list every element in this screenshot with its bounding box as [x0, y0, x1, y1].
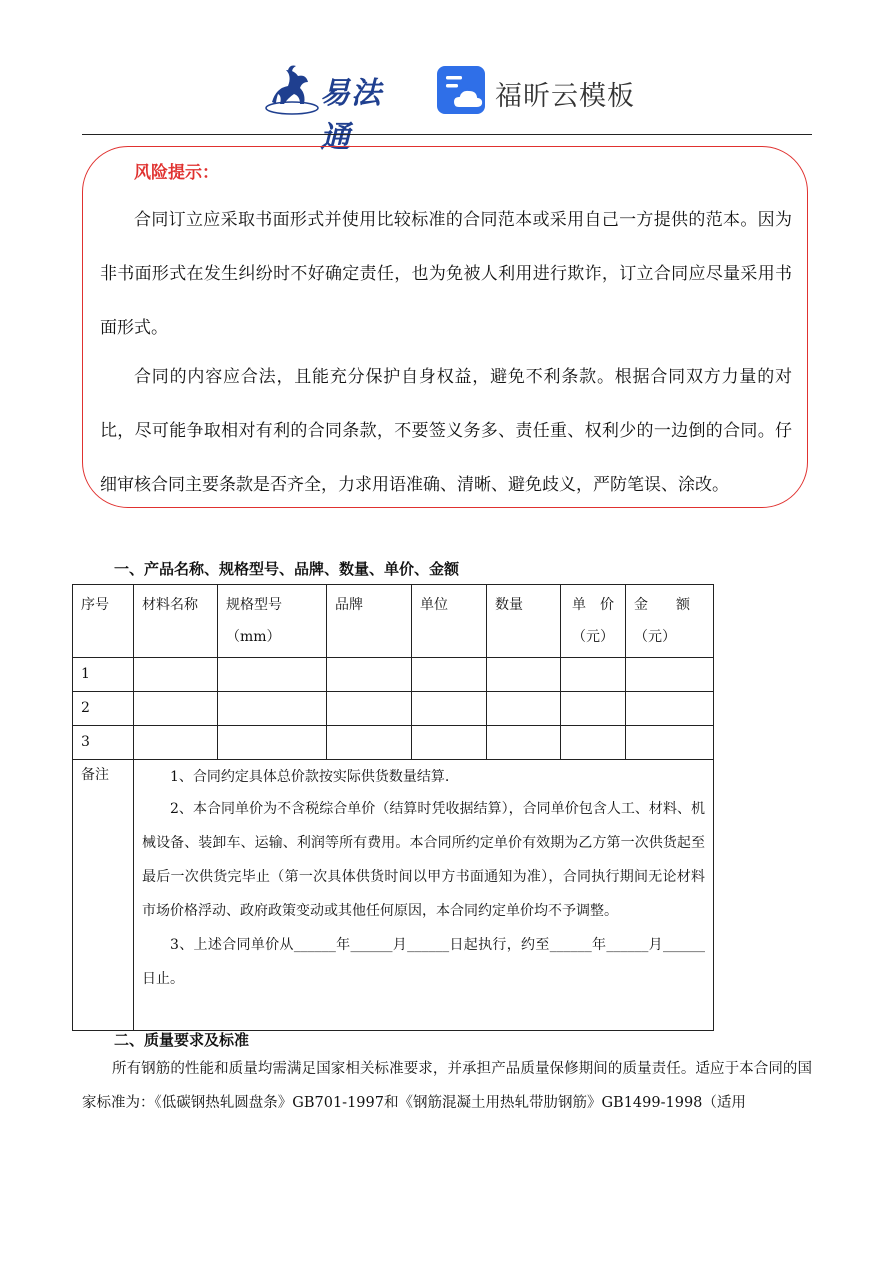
- cell: [412, 692, 487, 726]
- cell: [487, 726, 561, 760]
- note-3: 3、上述合同单价从______年______月______日起执行，约至______年______月______日止。: [142, 937, 705, 987]
- logo2-text: 福昕云模板: [495, 81, 635, 112]
- note-2: 2、本合同单价为不含税综合单价（结算时凭收据结算），合同单价包含人工、材料、机械设备、装卸车、运输、利润等所有费用。本合同所约定单价有效期为乙方第一次供货起至最后一次供货完毕止（第一次具体供货时间以甲方书面通知为准），合同执行期间无论材料市场价格浮动、政府政策变动或其他任何原因，本合同约定单价均不予调整。: [142, 801, 705, 919]
- header-brand: 品牌: [327, 585, 412, 658]
- header-price: [561, 585, 626, 658]
- cell: [134, 692, 218, 726]
- cell: [626, 726, 714, 760]
- cell: [561, 726, 626, 760]
- header-spec-unit: （mm）: [226, 629, 281, 645]
- yifatong-logo: [262, 62, 412, 155]
- header-amount-label: 金 额: [634, 597, 690, 613]
- note-label: 备注: [73, 760, 134, 1031]
- note-content: [134, 760, 714, 1031]
- row-seq: 1: [73, 658, 134, 692]
- section1-title: 一、产品名称、规格型号、品牌、数量、单价、金额: [114, 560, 460, 578]
- row-seq: 2: [73, 692, 134, 726]
- cell: [134, 726, 218, 760]
- header-price-unit: （元）: [572, 629, 614, 645]
- table-note-row: [73, 760, 714, 1031]
- header-qty: 数量: [487, 585, 561, 658]
- cloud-document-icon: [437, 64, 489, 116]
- section2-body: 所有钢筋的性能和质量均需满足国家相关标准要求，并承担产品质量保修期间的质量责任。适应于本合同的国家标准为：《低碳钢热轧圆盘条》GB701-1997和《钢筋混凝土用热轧带肋钢筋》GB1499-1998（适用: [82, 1061, 812, 1111]
- horse-emblem-icon: [262, 62, 320, 118]
- cell: [327, 726, 412, 760]
- risk-paragraph-1: 合同订立应采取书面形式并使用比较标准的合同范本或采用自己一方提供的范本。因为非书面形式在发生纠纷时不好确定责任，也为免被人利用进行欺诈，订立合同应尽量采用书面形式。: [100, 210, 792, 338]
- header-price-label: 单 价: [572, 597, 614, 613]
- header-spec-label: 规格型号: [226, 597, 282, 613]
- cell: [327, 658, 412, 692]
- table-row: [73, 692, 714, 726]
- cell: [218, 726, 327, 760]
- cell: [218, 692, 327, 726]
- header-amount: [626, 585, 714, 658]
- logo1-text: 易法通: [320, 76, 382, 155]
- cell: [487, 658, 561, 692]
- header-divider: [82, 134, 812, 135]
- risk-title: 风险提示：: [134, 163, 219, 183]
- cell: [626, 692, 714, 726]
- cell: [218, 658, 327, 692]
- table-row: [73, 726, 714, 760]
- product-table: [72, 584, 714, 1031]
- cell: [561, 692, 626, 726]
- table-row: [73, 658, 714, 692]
- cell: [487, 692, 561, 726]
- cell: [412, 658, 487, 692]
- header-spec: [218, 585, 327, 658]
- cell: [134, 658, 218, 692]
- header-amount-unit: （元）: [634, 629, 676, 645]
- row-seq: 3: [73, 726, 134, 760]
- table-header-row: [73, 585, 714, 658]
- section2-title: 二、质量要求及标准: [114, 1031, 250, 1049]
- header-seq: 序号: [73, 585, 134, 658]
- note-1: 1、合同约定具体总价款按实际供货数量结算.: [170, 769, 450, 785]
- cell: [327, 692, 412, 726]
- cell: [561, 658, 626, 692]
- cell: [626, 658, 714, 692]
- risk-paragraph-2: 合同的内容应合法，且能充分保护自身权益，避免不利条款。根据合同双方力量的对比，尽可能争取相对有利的合同条款，不要签义务多、责任重、权利少的一边倒的合同。仔细审核合同主要条款是否齐全，力求用语准确、清晰、避免歧义，严防笔误、涂改。: [100, 367, 792, 495]
- fuxin-logo: [437, 64, 637, 118]
- header-unit: 单位: [412, 585, 487, 658]
- cell: [412, 726, 487, 760]
- header-material: 材料名称: [134, 585, 218, 658]
